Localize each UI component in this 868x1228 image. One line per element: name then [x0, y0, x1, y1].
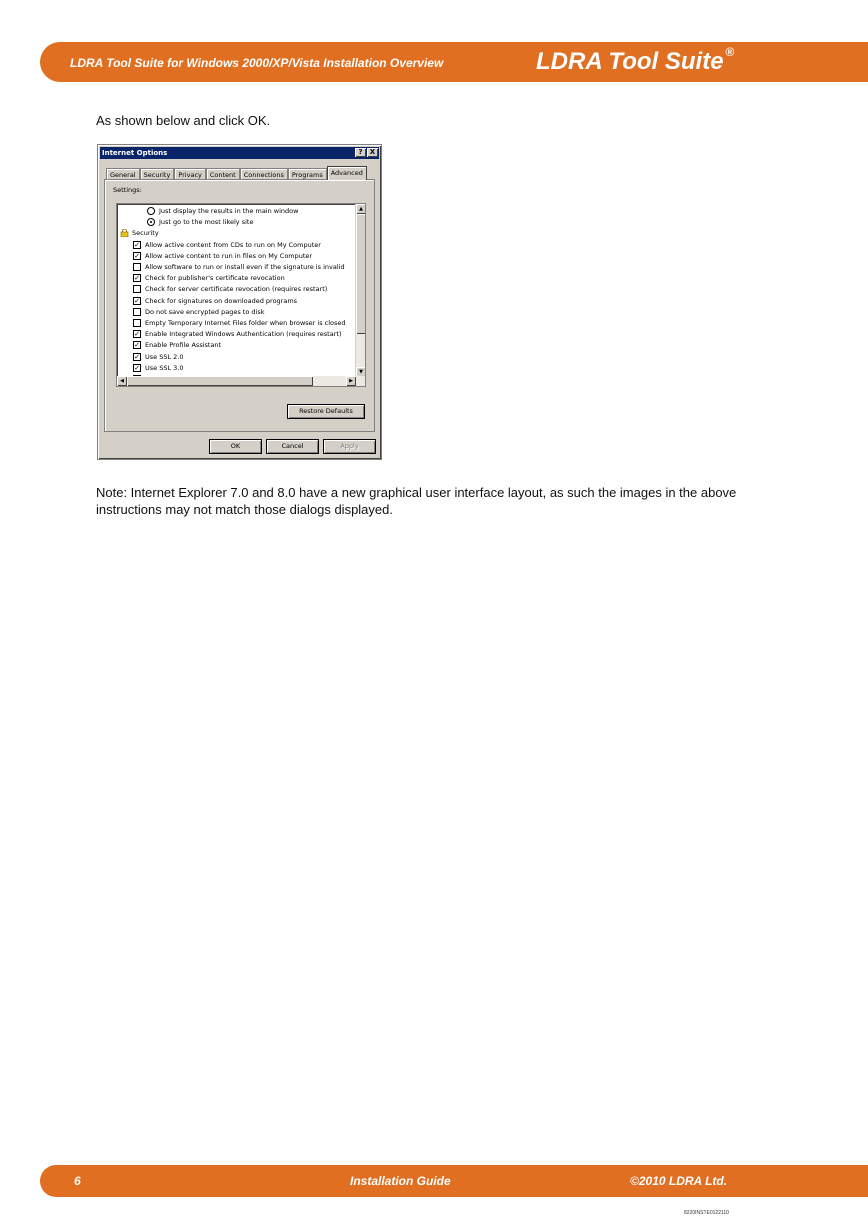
- scroll-left-arrow-icon[interactable]: ◀: [117, 376, 127, 386]
- horizontal-scroll-thumb[interactable]: [127, 376, 313, 386]
- checkbox-unchecked[interactable]: [133, 308, 141, 316]
- checkbox-unchecked[interactable]: [133, 263, 141, 271]
- settings-option-label: Check for signatures on downloaded programs: [145, 296, 298, 305]
- settings-option[interactable]: [133, 296, 297, 307]
- settings-option[interactable]: [133, 318, 346, 329]
- brand-logo-text: [536, 45, 735, 76]
- radio-unselected[interactable]: [147, 207, 155, 215]
- checkbox-checked[interactable]: ✓: [134, 251, 140, 260]
- settings-option-label: Empty Temporary Internet Files folder when browser is closed: [145, 319, 346, 327]
- settings-option[interactable]: [133, 363, 184, 374]
- checkbox-unchecked[interactable]: [133, 285, 141, 293]
- tab-security[interactable]: Security: [140, 168, 175, 180]
- header-title: LDRA Tool Suite for Windows 2000/XP/Vista Installation Overview: [70, 56, 444, 70]
- tab-privacy[interactable]: Privacy: [174, 168, 206, 180]
- settings-option[interactable]: [147, 206, 298, 217]
- settings-option[interactable]: [133, 329, 341, 340]
- settings-option[interactable]: [133, 262, 345, 273]
- settings-option-label: Check for publisher's certificate revocation: [145, 274, 285, 283]
- dialog-titlebar: [100, 147, 379, 159]
- checkbox-checked[interactable]: ✓: [134, 341, 140, 350]
- footer-band: [40, 1165, 868, 1197]
- scroll-up-arrow-icon[interactable]: ▲: [356, 204, 366, 214]
- vertical-scrollbar[interactable]: [355, 204, 365, 377]
- dialog-title: Internet Options: [102, 149, 168, 157]
- cancel-button[interactable]: Cancel: [266, 439, 319, 454]
- registered-mark: ®: [725, 45, 735, 59]
- checkbox-unchecked[interactable]: [133, 319, 141, 327]
- checkbox-checked[interactable]: ✓: [134, 240, 140, 249]
- help-button[interactable]: ?: [355, 148, 366, 157]
- tab-general[interactable]: General: [106, 168, 140, 180]
- tab-connections[interactable]: Connections: [240, 168, 288, 180]
- settings-option-label: Allow software to run or install even if the signature is invalid: [145, 263, 345, 271]
- tab-advanced[interactable]: Advanced: [327, 166, 367, 180]
- advanced-tab-panel: [104, 179, 375, 432]
- settings-option-label: Security: [132, 229, 159, 238]
- settings-option-label: Use SSL 2.0: [145, 352, 184, 361]
- settings-option-label: Enable Integrated Windows Authentication (requires restart): [145, 330, 342, 339]
- settings-option[interactable]: [133, 240, 321, 251]
- settings-option[interactable]: [133, 307, 264, 318]
- settings-option[interactable]: [133, 273, 285, 284]
- scroll-right-arrow-icon[interactable]: ▶: [346, 376, 356, 386]
- settings-option[interactable]: [133, 340, 221, 351]
- restore-defaults-button[interactable]: Restore Defaults: [287, 404, 365, 419]
- footer-doc-title: Installation Guide: [350, 1174, 451, 1188]
- tab-strip: [106, 166, 367, 180]
- settings-group: [120, 228, 159, 239]
- settings-option-label: Enable Profile Assistant: [145, 341, 222, 350]
- scroll-down-arrow-icon[interactable]: ▼: [356, 367, 366, 377]
- footer-copyright: ©2010 LDRA Ltd.: [630, 1174, 728, 1188]
- note-text: Note: Internet Explorer 7.0 and 8.0 have a new graphical user interface layout, as such the images in the above instructions may not match those dialogs displayed.: [96, 485, 737, 517]
- settings-option-label: Just display the results in the main window: [159, 207, 299, 215]
- settings-option-label: Use SSL 3.0: [145, 363, 184, 372]
- brand-name: LDRA Tool Suite: [536, 48, 724, 75]
- close-button[interactable]: X: [367, 148, 378, 157]
- checkbox-checked[interactable]: ✓: [134, 352, 140, 361]
- vertical-scroll-thumb[interactable]: [356, 214, 366, 334]
- settings-listbox[interactable]: [116, 203, 366, 387]
- settings-option[interactable]: [133, 352, 184, 363]
- tab-content[interactable]: Content: [206, 168, 240, 180]
- ok-button[interactable]: OK: [209, 439, 262, 454]
- internet-options-dialog: [97, 144, 382, 460]
- tab-programs[interactable]: Programs: [288, 168, 327, 180]
- settings-option-label: Do not save encrypted pages to disk: [145, 307, 265, 316]
- settings-option[interactable]: [133, 251, 312, 262]
- checkbox-checked[interactable]: ✓: [134, 330, 140, 339]
- settings-option-label: Allow active content from CDs to run on My Computer: [145, 240, 321, 249]
- document-reference: 8220INSTE0122110: [684, 1210, 729, 1216]
- intro-text: As shown below and click OK.: [96, 113, 271, 128]
- horizontal-scrollbar[interactable]: [117, 376, 366, 386]
- checkbox-checked[interactable]: ✓: [134, 274, 140, 283]
- page-number: 6: [74, 1174, 81, 1188]
- radio-selected[interactable]: [147, 218, 155, 226]
- settings-option-label: Just go to the most likely site: [159, 218, 254, 227]
- settings-option-label: Check for server certificate revocation (requires restart): [145, 285, 328, 294]
- settings-label: Settings:: [113, 186, 142, 194]
- checkbox-checked[interactable]: ✓: [134, 296, 140, 305]
- settings-option[interactable]: [147, 217, 253, 228]
- settings-option[interactable]: [133, 284, 327, 295]
- checkbox-checked[interactable]: ✓: [134, 363, 140, 372]
- header-band: [40, 42, 868, 82]
- lock-icon: [120, 229, 129, 237]
- apply-button[interactable]: Apply: [323, 439, 376, 454]
- settings-option-label: Allow active content to run in files on My Computer: [145, 251, 313, 260]
